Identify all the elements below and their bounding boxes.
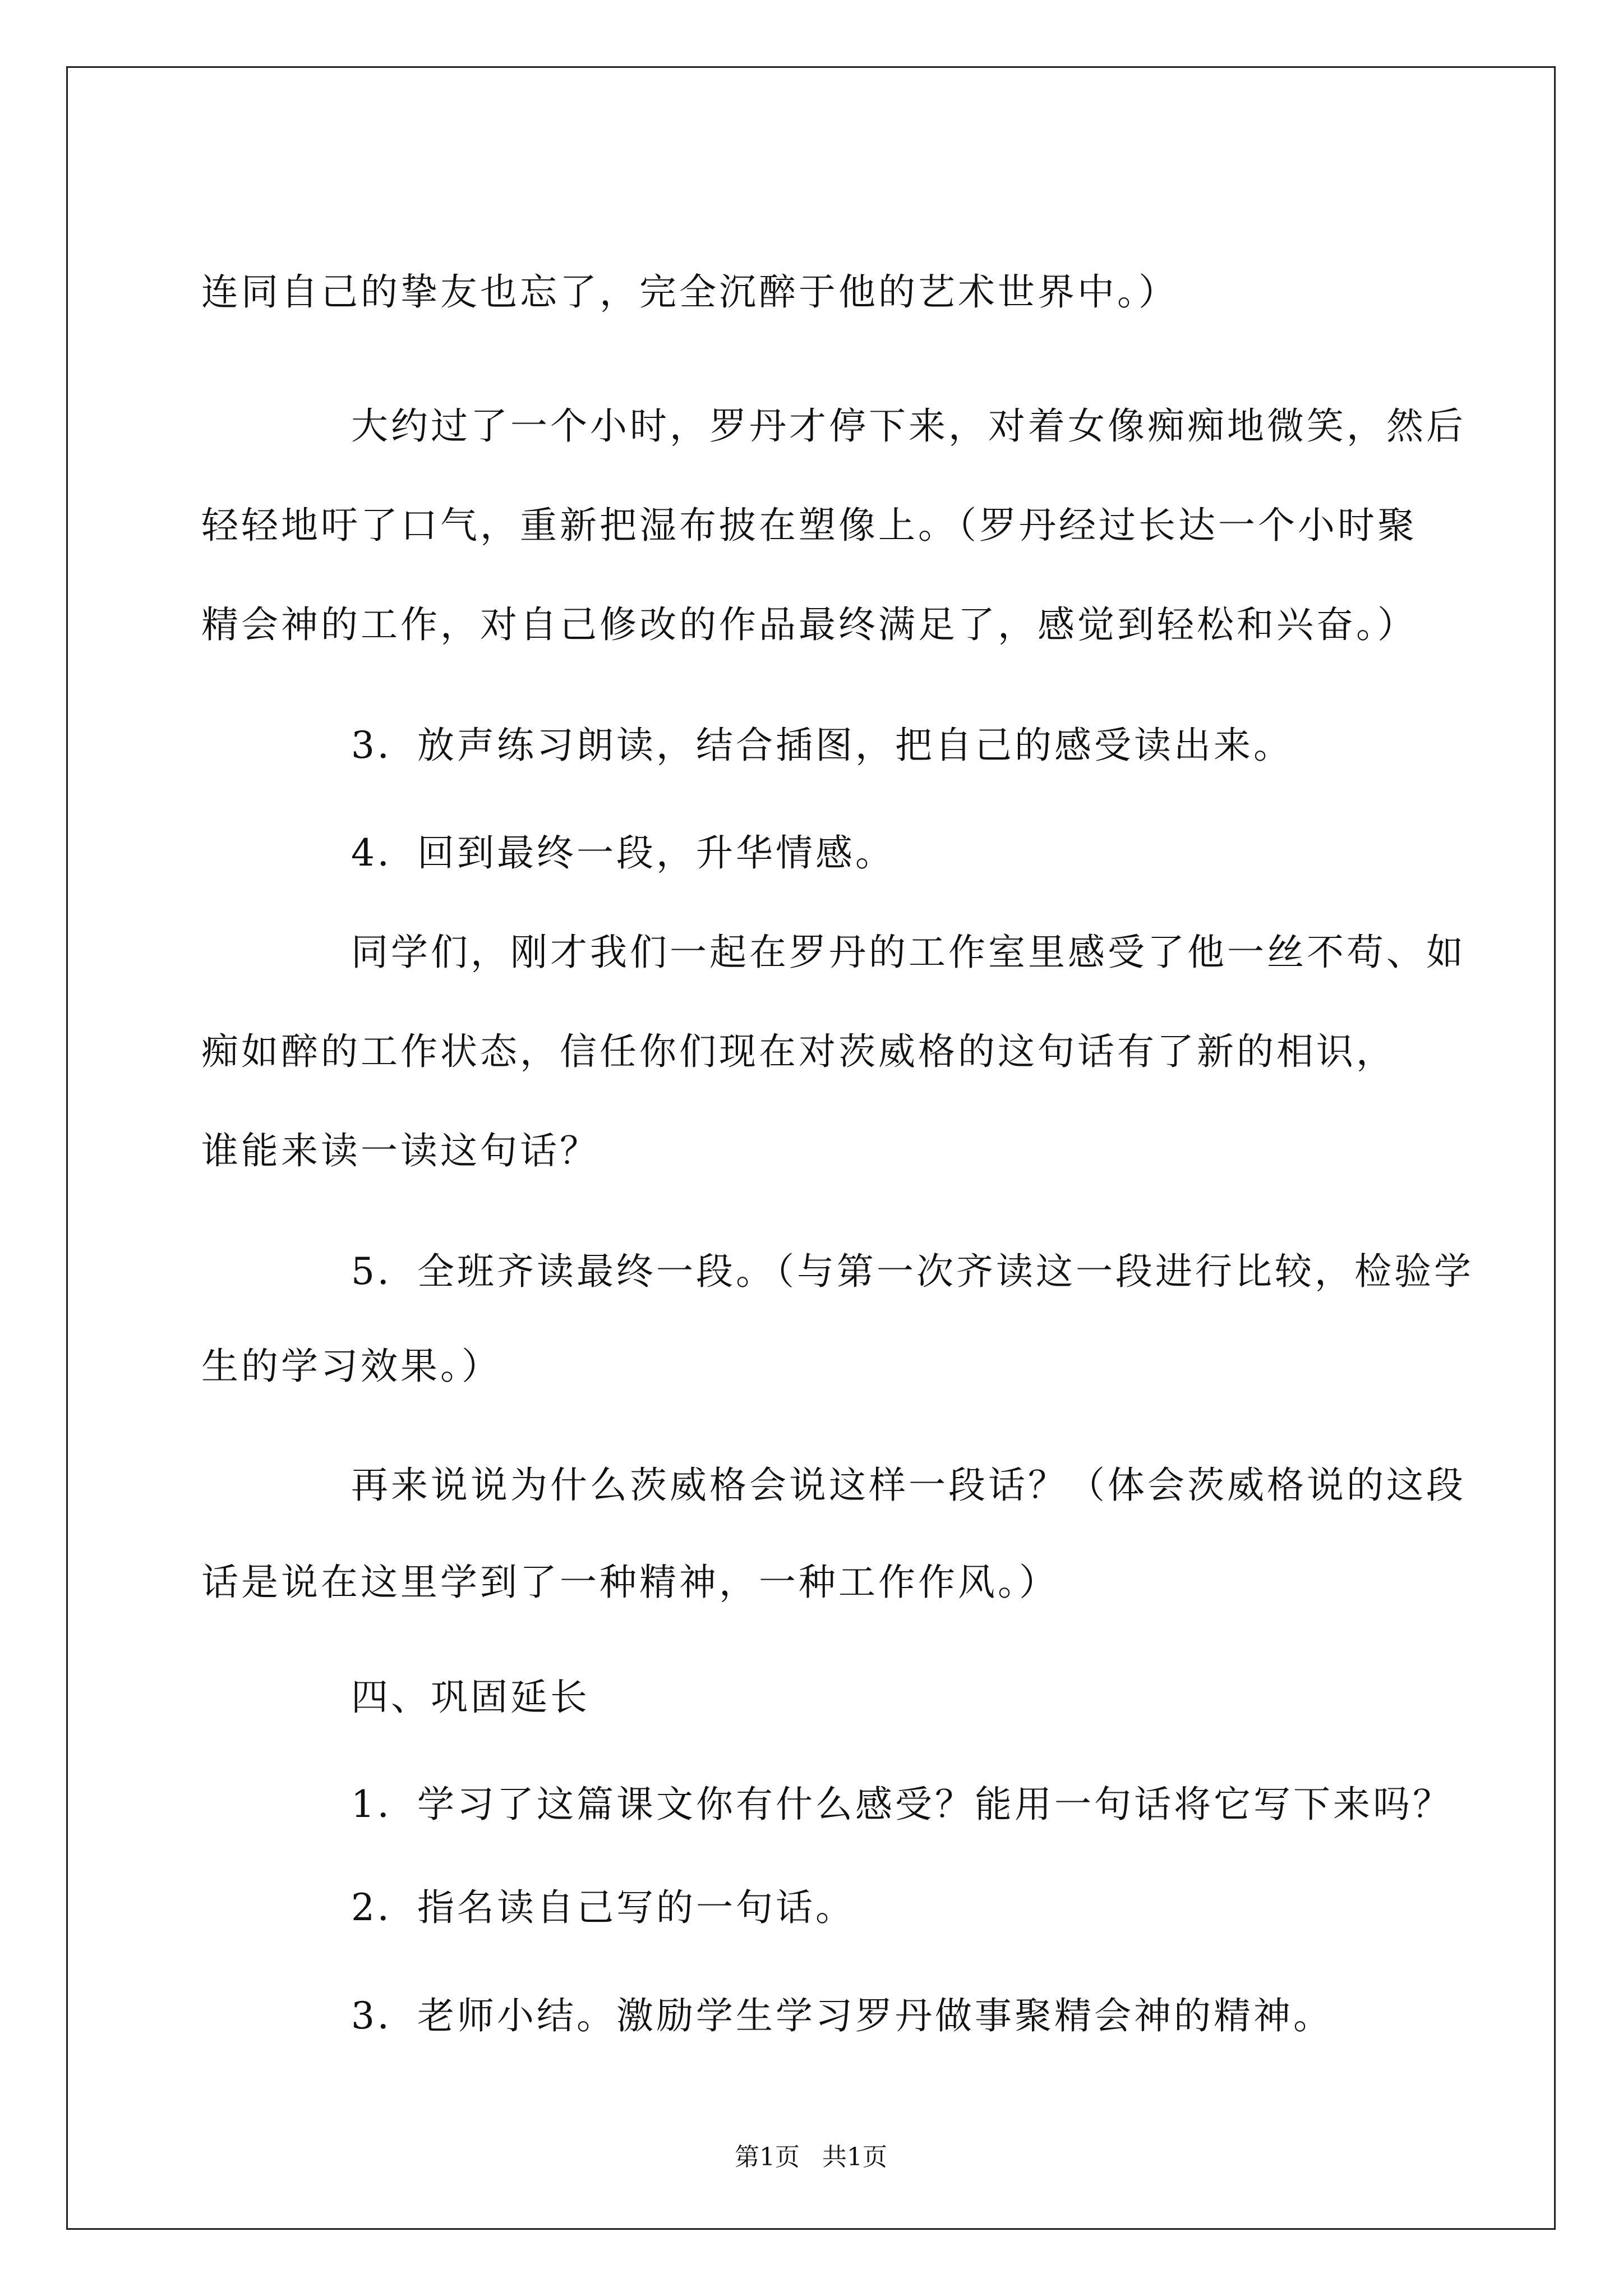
text-line: 3．老师小结。激励学生学习罗丹做事聚精会神的精神。 bbox=[351, 1994, 1333, 2037]
page-number-current: 第1页 bbox=[735, 2143, 800, 2171]
text-line: 5．全班齐读最终一段。（与第一次齐读这一段进行比较，检验学 bbox=[351, 1250, 1474, 1293]
text-line: 精会神的工作，对自己修改的作品最终满足了，感觉到轻松和兴奋。） bbox=[201, 603, 1417, 646]
section-heading: 四、巩固延长 bbox=[351, 1676, 590, 1719]
page-footer bbox=[68, 2141, 1554, 2174]
text-line: 谁能来读一读这句话？ bbox=[201, 1129, 600, 1172]
text-line: 3．放声练习朗读，结合插图，把自己的感受读出来。 bbox=[351, 724, 1293, 767]
text-line: 2．指名读自己写的一句话。 bbox=[351, 1886, 855, 1929]
text-line: 大约过了一个小时，罗丹才停下来，对着女像痴痴地微笑，然后 bbox=[351, 404, 1466, 448]
text-line: 痴如醉的工作状态，信任你们现在对茨威格的这句话有了新的相识， bbox=[201, 1030, 1396, 1073]
text-line: 连同自己的挚友也忘了，完全沉醉于他的艺术世界中。） bbox=[201, 270, 1178, 314]
page-number-total: 共1页 bbox=[822, 2143, 887, 2171]
document-body bbox=[68, 68, 1554, 2228]
text-line: 再来说说为什么茨威格会说这样一段话？（体会茨威格说的这段 bbox=[351, 1464, 1466, 1507]
page-border bbox=[66, 66, 1556, 2230]
text-line: 轻轻地吁了口气，重新把湿布披在塑像上。（罗丹经过长达一个小时聚 bbox=[201, 504, 1417, 547]
text-line: 4．回到最终一段，升华情感。 bbox=[351, 831, 895, 875]
text-line: 同学们，刚才我们一起在罗丹的工作室里感受了他一丝不苟、如 bbox=[351, 931, 1466, 974]
text-line: 1．学习了这篇课文你有什么感受？能用一句话将它写下来吗？ bbox=[351, 1783, 1453, 1826]
text-line: 话是说在这里学到了一种精神，一种工作作风。） bbox=[201, 1561, 1059, 1604]
text-line: 生的学习效果。） bbox=[201, 1345, 501, 1388]
